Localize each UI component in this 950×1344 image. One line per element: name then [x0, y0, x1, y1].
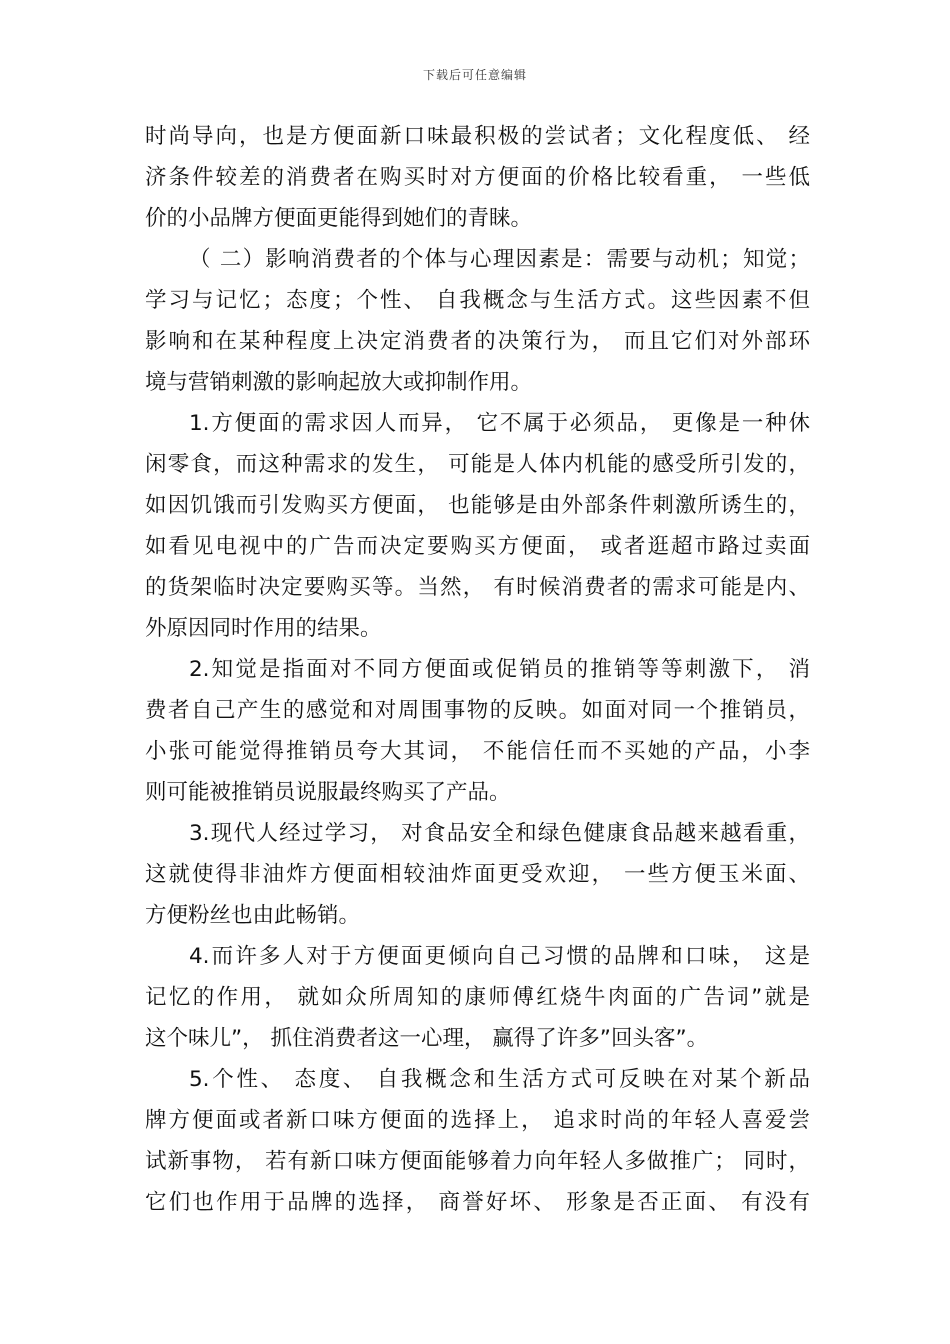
paragraph [145, 649, 810, 813]
text-line: 学习与记忆；态度；个性、 自我概念与生活方式。这些因素不但 [145, 288, 810, 313]
text-line: （ 二）影响消费者的个体与心理因素是：需要与动机；知觉； [189, 247, 810, 272]
text-line: 价的小品牌方便面更能得到她们的青睐。 [145, 206, 533, 231]
text-line: 3.现代人经过学习， 对食品安全和绿色健康食品越来越看重， [189, 821, 810, 846]
paragraph [145, 239, 810, 403]
text-line: 外原因同时作用的结果。 [145, 616, 382, 641]
text-line: 1.方便面的需求因人而异， 它不属于必须品， 更像是一种休 [189, 411, 810, 436]
paragraph [145, 936, 810, 1059]
text-line: 5.个性、 态度、 自我概念和生活方式可反映在对某个新品 [189, 1067, 810, 1092]
text-line: 这就使得非油炸方便面相较油炸面更受欢迎， 一些方便玉米面、 [145, 862, 810, 887]
text-line: 则可能被推销员说服最终购买了产品。 [145, 780, 511, 805]
text-line: 境与营销刺激的影响起放大或抑制作用。 [145, 370, 533, 395]
text-line: 记忆的作用， 就如众所周知的康师傅红烧牛肉面的广告词”就是 [145, 985, 810, 1010]
paragraph [145, 116, 810, 239]
text-line: 影响和在某种程度上决定消费者的决策行为， 而且它们对外部环 [145, 329, 810, 354]
text-line: 济条件较差的消费者在购买时对方便面的价格比较看重， 一些低 [145, 165, 810, 190]
text-line: 小张可能觉得推销员夸大其词， 不能信任而不买她的产品，小李 [145, 739, 810, 764]
page-header: 下载后可任意编辑 [422, 68, 527, 82]
text-line: 试新事物， 若有新口味方便面能够着力向年轻人多做推广； 同时， [145, 1149, 810, 1174]
paragraph [145, 403, 810, 649]
paragraph [145, 1059, 810, 1223]
text-line: 方便粉丝也由此畅销。 [145, 903, 361, 928]
text-line: 费者自己产生的感觉和对周围事物的反映。如面对同一个推销员， [145, 698, 810, 723]
paragraph [145, 813, 810, 936]
text-line: 如因饥饿而引发购买方便面， 也能够是由外部条件刺激所诱生的， [145, 493, 810, 518]
text-line: 牌方便面或者新口味方便面的选择上， 追求时尚的年轻人喜爱尝 [145, 1108, 810, 1133]
text-line: 2.知觉是指面对不同方便面或促销员的推销等等刺激下， 消 [189, 657, 810, 682]
text-line: 这个味儿”， 抓住消费者这一心理， 赢得了许多”回头客”。 [145, 1026, 709, 1051]
text-line: 时尚导向，也是方便面新口味最积极的尝试者；文化程度低、 经 [145, 124, 810, 149]
document-body [145, 116, 810, 1223]
text-line: 的货架临时决定要购买等。当然， 有时候消费者的需求可能是内、 [145, 575, 810, 600]
text-line: 如看见电视中的广告而决定要购买方便面， 或者逛超市路过卖面 [145, 534, 810, 559]
text-line: 它们也作用于品牌的选择， 商誉好坏、 形象是否正面、 有没有 [145, 1190, 810, 1215]
text-line: 4.而许多人对于方便面更倾向自己习惯的品牌和口味， 这是 [189, 944, 810, 969]
text-line: 闲零食，而这种需求的发生， 可能是人体内机能的感受所引发的， [145, 452, 810, 477]
